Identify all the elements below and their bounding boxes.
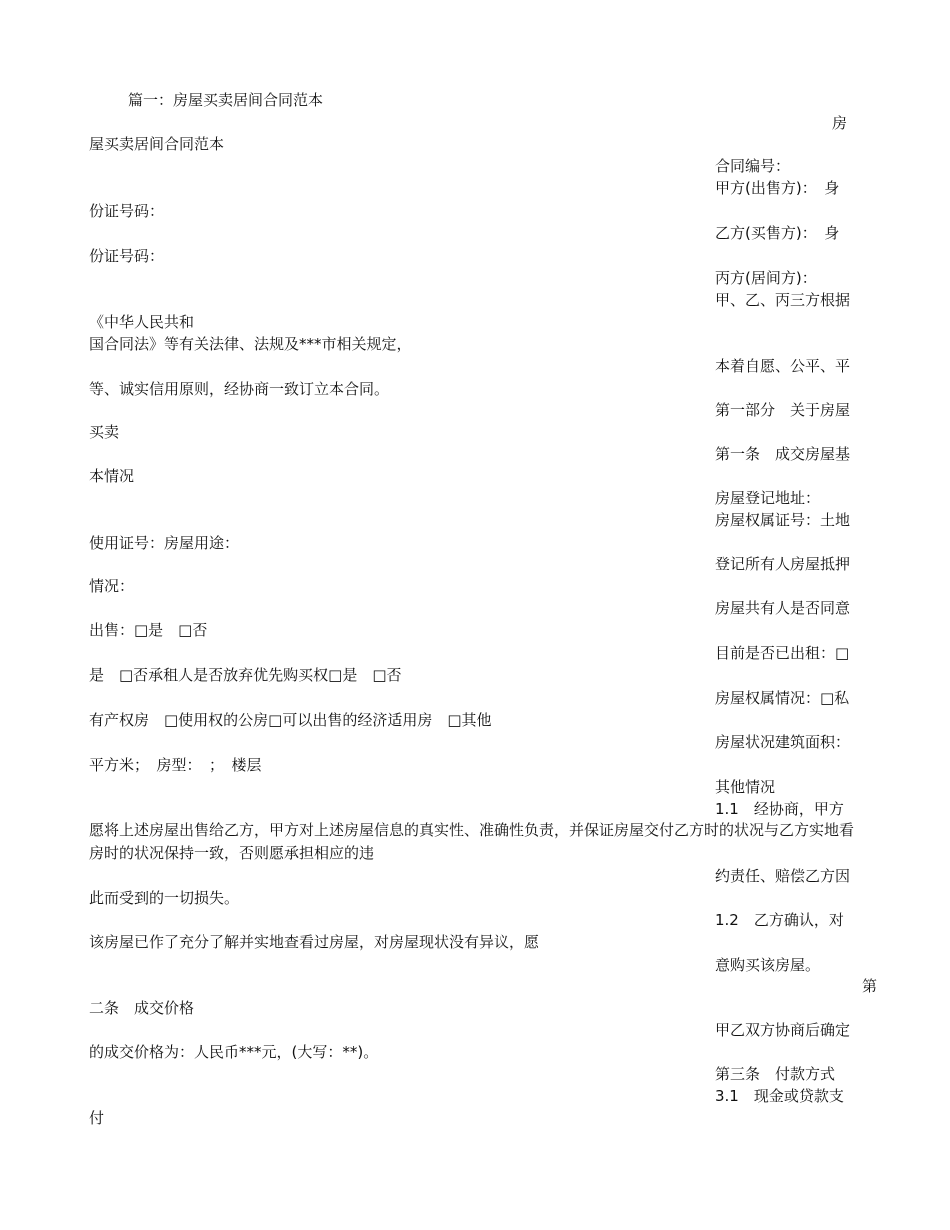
right-line: 第 xyxy=(862,977,878,995)
left-line: 的成交价格为：人民币***元，(大写：**)。 xyxy=(89,1043,379,1061)
right-line: 房屋共有人是否同意 xyxy=(715,599,851,617)
left-line: 本情况 xyxy=(89,467,135,485)
doc-heading: 篇一：房屋买卖居间合同范本 xyxy=(128,91,324,109)
right-line: 第三条 付款方式 xyxy=(715,1065,836,1083)
right-line: 甲、乙、丙三方根据 xyxy=(715,291,851,309)
right-line: 意购买该房屋。 xyxy=(715,956,821,974)
right-line: 甲方(出售方)： 身 xyxy=(715,179,840,197)
left-line: 是 □否承租人是否放弃优先购买权□是 □否 xyxy=(89,666,402,684)
right-line: 1.1 经协商，甲方 xyxy=(715,800,844,818)
left-line: 买卖 xyxy=(89,423,120,441)
left-paragraph: 愿将上述房屋出售给乙方，甲方对上述房屋信息的真实性、准确性负责，并保证房屋交付乙方时的状况与乙方实地看房时的状况保持一致，否则愿承担相应的违 xyxy=(89,821,855,862)
right-line: 房屋权属情况：□私 xyxy=(715,689,850,707)
right-line: 甲乙双方协商后确定 xyxy=(715,1021,851,1039)
left-line: 情况： xyxy=(89,577,135,595)
left-line: 该房屋已作了充分了解并实地查看过房屋，对房屋现状没有异议，愿 xyxy=(89,933,540,951)
left-line: 使用证号：房屋用途： xyxy=(89,534,240,552)
right-line: 其他情况 xyxy=(715,778,776,796)
left-line: 份证号码： xyxy=(89,247,165,265)
right-line: 丙方(居间方)： xyxy=(715,269,817,287)
left-line: 国合同法》等有关法律、法规及***市相关规定， xyxy=(89,335,412,353)
left-line: 份证号码： xyxy=(89,202,165,220)
right-line: 第一部分 关于房屋 xyxy=(715,401,851,419)
left-line: 付 xyxy=(89,1109,105,1127)
right-line: 登记所有人房屋抵押 xyxy=(715,555,851,573)
left-line: 二条 成交价格 xyxy=(89,999,195,1017)
left-line: 出售：□是 □否 xyxy=(89,621,208,639)
left-line: 平方米； 房型： ； 楼层 xyxy=(89,756,262,774)
right-line: 合同编号： xyxy=(715,157,791,175)
left-line: 有产权房 □使用权的公房□可以出售的经济适用房 □其他 xyxy=(89,711,492,729)
right-line: 第一条 成交房屋基 xyxy=(715,445,851,463)
right-line: 1.2 乙方确认，对 xyxy=(715,911,844,929)
right-line: 房屋权属证号：土地 xyxy=(715,511,851,529)
right-line: 本着自愿、公平、平 xyxy=(715,357,851,375)
right-line: 目前是否已出租：□ xyxy=(715,644,850,662)
right-line: 约责任、赔偿乙方因 xyxy=(715,867,851,885)
left-line: 《中华人民共和 xyxy=(89,313,195,331)
right-line: 3.1 现金或贷款支 xyxy=(715,1087,844,1105)
right-line: 房屋状况建筑面积： xyxy=(715,733,851,751)
left-line: 屋买卖居间合同范本 xyxy=(89,135,225,153)
right-line: 房屋登记地址： xyxy=(715,489,821,507)
right-line: 乙方(买售方)： 身 xyxy=(715,224,840,242)
left-line: 此而受到的一切损失。 xyxy=(89,889,240,907)
right-line: 房 xyxy=(832,114,848,132)
left-line: 等、诚实信用原则，经协商一致订立本合同。 xyxy=(89,380,390,398)
